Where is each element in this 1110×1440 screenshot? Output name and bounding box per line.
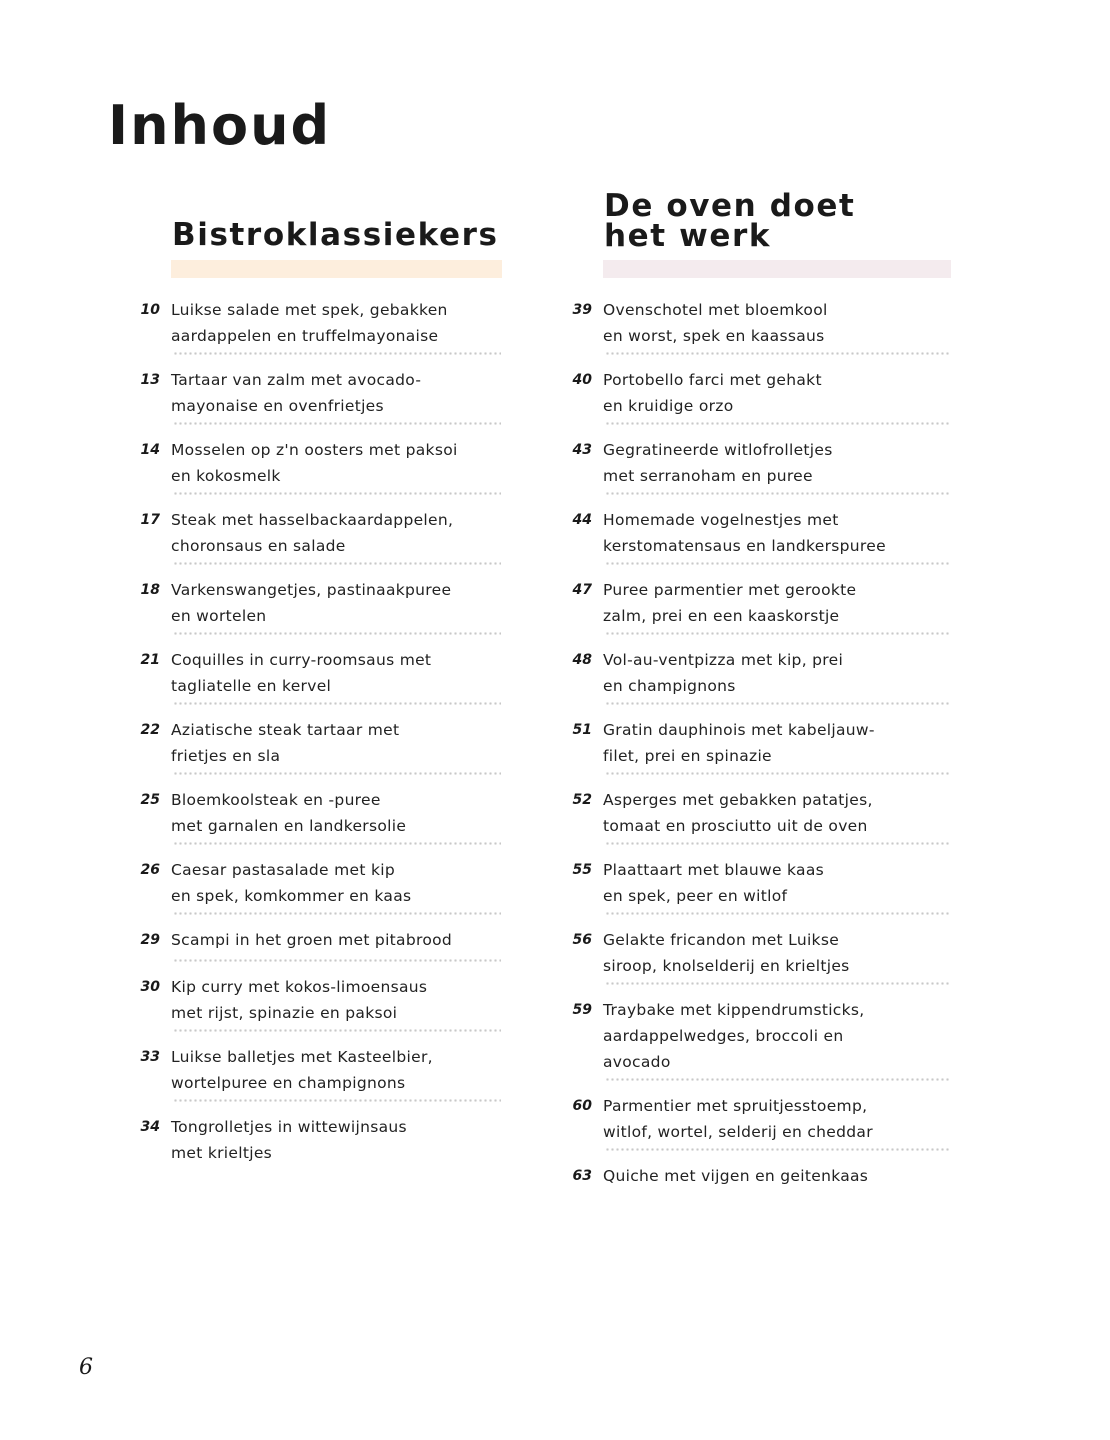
toc-entry[interactable] — [570, 573, 954, 643]
toc-recipe-title: Parmentier met spruitjesstoemp, witlof, wortel, selderij en cheddar — [603, 1097, 873, 1141]
toc-recipe-title: Plaattaart met blauwe kaas en spek, peer en witlof — [603, 861, 825, 905]
dotted-divider — [605, 842, 951, 845]
toc-recipe-title: Traybake met kippendrumsticks, aardappelwedges, broccoli en avocado — [603, 1001, 865, 1071]
toc-recipe-title: Gegratineerde witlofrolletjes met serranoham en puree — [603, 441, 833, 485]
dotted-divider — [173, 632, 501, 635]
toc-recipe-title: Luikse balletjes met Kasteelbier, wortelpuree en champignons — [171, 1048, 433, 1092]
toc-page-number: 25 — [140, 792, 160, 808]
dotted-divider — [173, 702, 501, 705]
toc-entry[interactable] — [138, 433, 504, 503]
dotted-divider — [605, 982, 951, 985]
toc-entry[interactable] — [138, 573, 504, 643]
toc-recipe-title: Vol-au-ventpizza met kip, prei en champignons — [603, 651, 844, 695]
toc-page-number: 43 — [572, 442, 592, 458]
dotted-divider — [605, 772, 951, 775]
toc-page-number: 21 — [140, 652, 160, 668]
toc-page-number: 30 — [140, 979, 160, 995]
toc-page-number: 18 — [140, 582, 160, 598]
toc-page-number: 59 — [572, 1002, 592, 1018]
toc-entry[interactable] — [570, 1159, 954, 1206]
toc-page-number: 34 — [140, 1119, 160, 1135]
toc-recipe-title: Kip curry met kokos-limoensaus met rijst, spinazie en paksoi — [171, 978, 428, 1022]
toc-page-number: 13 — [140, 372, 160, 388]
toc-page-number: 40 — [572, 372, 592, 388]
dotted-divider — [605, 562, 951, 565]
dotted-divider — [173, 912, 501, 915]
toc-recipe-title: Caesar pastasalade met kip en spek, komkommer en kaas — [171, 861, 412, 905]
toc-page-number: 29 — [140, 932, 160, 948]
toc-entry[interactable] — [570, 853, 954, 923]
toc-entry[interactable] — [138, 853, 504, 923]
toc-entry[interactable] — [138, 643, 504, 713]
toc-page-number: 48 — [572, 652, 592, 668]
dotted-divider — [605, 702, 951, 705]
toc-recipe-title: Puree parmentier met gerookte zalm, prei en een kaaskorstje — [603, 581, 857, 625]
dotted-divider — [173, 352, 501, 355]
toc-recipe-title: Mosselen op z'n oosters met paksoi en kokosmelk — [171, 441, 458, 485]
toc-entry[interactable] — [570, 643, 954, 713]
toc-recipe-title: Coquilles in curry-roomsaus met tagliatelle en kervel — [171, 651, 432, 695]
page-number: 6 — [79, 1355, 93, 1380]
toc-recipe-title: Aziatische steak tartaar met frietjes en sla — [171, 721, 400, 765]
toc-recipe-title: Homemade vogelnestjes met kerstomatensaus en landkerspuree — [603, 511, 886, 555]
toc-recipe-title: Tartaar van zalm met avocado- mayonaise en ovenfrietjes — [171, 371, 422, 415]
dotted-divider — [173, 562, 501, 565]
toc-recipe-title: Gratin dauphinois met kabeljauw- filet, prei en spinazie — [603, 721, 875, 765]
toc-page-number: 17 — [140, 512, 160, 528]
section-heading: De oven doet het werk — [604, 188, 856, 254]
toc-recipe-title: Portobello farci met gehakt en kruidige orzo — [603, 371, 822, 415]
toc-list — [138, 293, 504, 1180]
dotted-divider — [605, 912, 951, 915]
toc-entry[interactable] — [138, 503, 504, 573]
toc-recipe-title: Tongrolletjes in wittewijnsaus met krieltjes — [171, 1118, 407, 1162]
toc-list — [570, 293, 954, 1206]
dotted-divider — [605, 352, 951, 355]
toc-page-number: 56 — [572, 932, 592, 948]
toc-page-number: 60 — [572, 1098, 592, 1114]
toc-entry[interactable] — [138, 1110, 504, 1180]
toc-entry[interactable] — [138, 1040, 504, 1110]
toc-page-number: 47 — [572, 582, 592, 598]
toc-recipe-title: Ovenschotel met bloemkool en worst, spek en kaassaus — [603, 301, 828, 345]
section-heading: Bistroklassiekers — [172, 217, 499, 253]
toc-recipe-title: Gelakte fricandon met Luikse siroop, knolselderij en krieltjes — [603, 931, 850, 975]
dotted-divider — [173, 842, 501, 845]
toc-page-number: 55 — [572, 862, 592, 878]
toc-entry[interactable] — [570, 713, 954, 783]
toc-page-number: 39 — [572, 302, 592, 318]
toc-recipe-title: Varkenswangetjes, pastinaakpuree en wortelen — [171, 581, 452, 625]
toc-recipe-title: Scampi in het groen met pitabrood — [171, 931, 453, 949]
dotted-divider — [605, 422, 951, 425]
page-title: Inhoud — [108, 94, 332, 157]
toc-entry[interactable] — [570, 503, 954, 573]
toc-entry[interactable] — [570, 783, 954, 853]
toc-recipe-title: Luikse salade met spek, gebakken aardappelen en truffelmayonaise — [171, 301, 448, 345]
section-accent-bar — [171, 260, 502, 278]
toc-entry[interactable] — [570, 363, 954, 433]
dotted-divider — [605, 492, 951, 495]
toc-page-number: 10 — [140, 302, 160, 318]
dotted-divider — [173, 772, 501, 775]
toc-entry[interactable] — [138, 923, 504, 970]
toc-recipe-title: Bloemkoolsteak en -puree met garnalen en landkersolie — [171, 791, 407, 835]
dotted-divider — [173, 959, 501, 962]
toc-entry[interactable] — [138, 293, 504, 363]
toc-entry[interactable] — [138, 970, 504, 1040]
toc-entry[interactable] — [138, 713, 504, 783]
toc-page-number: 51 — [572, 722, 592, 738]
toc-entry[interactable] — [570, 923, 954, 993]
toc-recipe-title: Steak met hasselbackaardappelen, choronsaus en salade — [171, 511, 454, 555]
dotted-divider — [605, 632, 951, 635]
toc-page-number: 33 — [140, 1049, 160, 1065]
toc-page-number: 22 — [140, 722, 160, 738]
section-accent-bar — [603, 260, 951, 278]
toc-page-number: 14 — [140, 442, 160, 458]
toc-entry[interactable] — [138, 783, 504, 853]
toc-recipe-title: Asperges met gebakken patatjes, tomaat en prosciutto uit de oven — [603, 791, 873, 835]
toc-page-number: 63 — [572, 1168, 592, 1184]
toc-page-number: 52 — [572, 792, 592, 808]
dotted-divider — [173, 492, 501, 495]
dotted-divider — [173, 422, 501, 425]
toc-entry[interactable] — [570, 293, 954, 363]
dotted-divider — [605, 1148, 951, 1151]
dotted-divider — [173, 1099, 501, 1102]
toc-entry[interactable] — [570, 993, 954, 1089]
toc-recipe-title: Quiche met vijgen en geitenkaas — [603, 1167, 869, 1185]
toc-entry[interactable] — [138, 363, 504, 433]
toc-entry[interactable] — [570, 1089, 954, 1159]
dotted-divider — [173, 1029, 501, 1032]
toc-page-number: 26 — [140, 862, 160, 878]
toc-page-number: 44 — [572, 512, 592, 528]
dotted-divider — [605, 1078, 951, 1081]
toc-entry[interactable] — [570, 433, 954, 503]
